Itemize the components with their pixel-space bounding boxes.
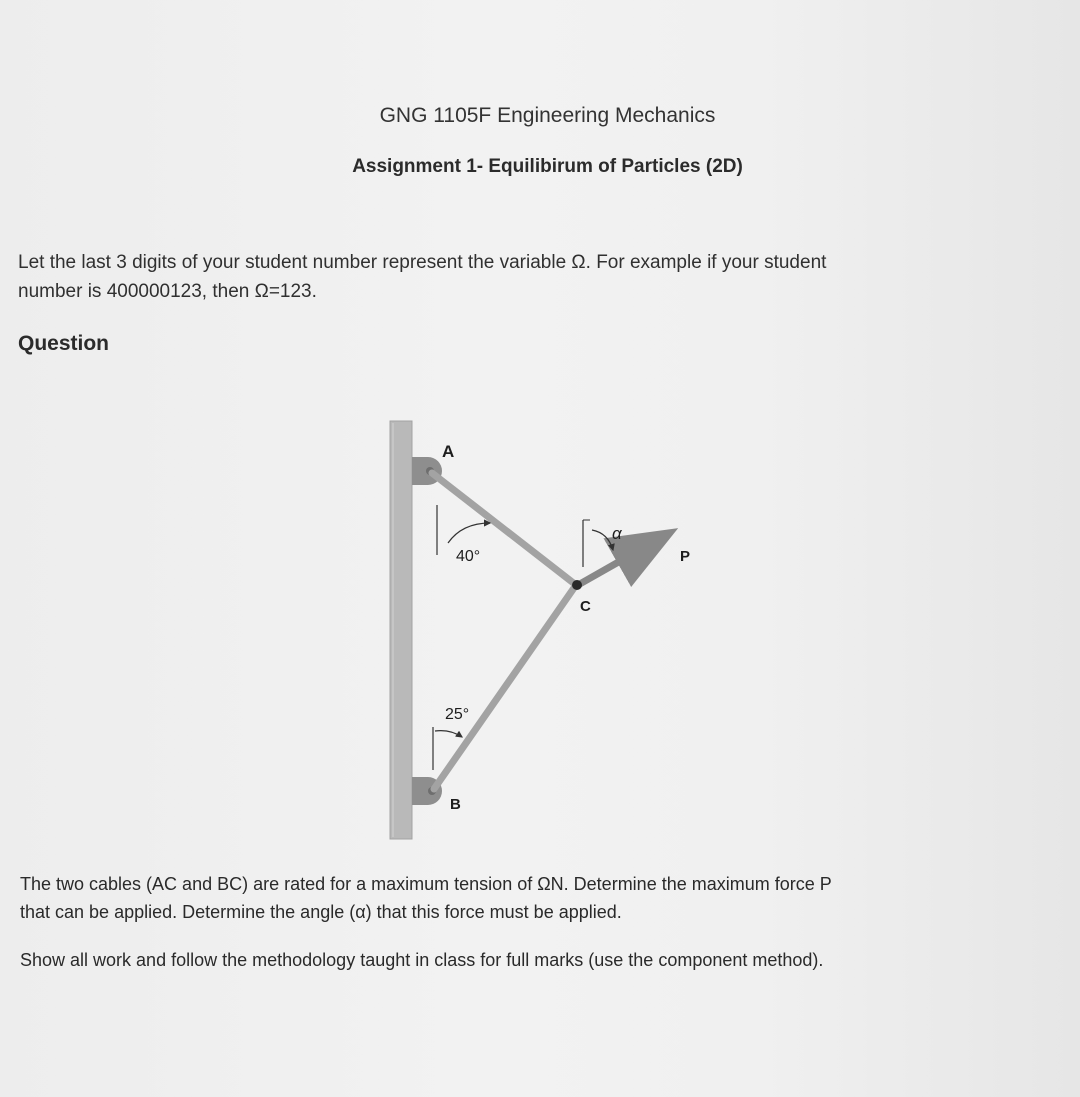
- cable-bc: [434, 585, 576, 789]
- label-point-b: B: [450, 796, 461, 813]
- problem-statement: [20, 870, 1020, 926]
- label-point-c: C: [580, 598, 591, 615]
- label-force-p: P: [680, 548, 691, 565]
- angle-25-arc: [435, 731, 462, 737]
- label-point-a: A: [442, 442, 455, 461]
- cable-diagram: [380, 415, 720, 845]
- label-angle-40: 40°: [456, 548, 481, 565]
- label-angle-alpha: α: [612, 524, 622, 543]
- intro-line-1: Let the last 3 digits of your student number represent the variable Ω. For example if your student: [18, 252, 827, 273]
- intro-line-2: number is 400000123, then Ω=123.: [18, 281, 317, 302]
- joint-c: [572, 580, 582, 590]
- problem-line-2: that can be applied. Determine the angle (α) that this force must be applied.: [20, 902, 622, 922]
- course-title: GNG 1105F Engineering Mechanics: [379, 104, 716, 127]
- force-p-arrow: [578, 535, 666, 585]
- alpha-arc: [592, 530, 613, 550]
- assignment-title: Assignment 1- Equilibirum of Particles (2D): [352, 156, 743, 177]
- intro-paragraph: [18, 248, 1068, 306]
- angle-40-arc: [448, 523, 490, 543]
- instructions: Show all work and follow the methodology taught in class for full marks (use the component method).: [20, 950, 824, 970]
- label-angle-25: 25°: [445, 706, 470, 723]
- question-heading: Question: [18, 332, 110, 355]
- cable-ac: [432, 473, 576, 585]
- problem-line-1: The two cables (AC and BC) are rated for a maximum tension of ΩN. Determine the maximum force P: [20, 874, 832, 894]
- cable-figure: [380, 415, 720, 845]
